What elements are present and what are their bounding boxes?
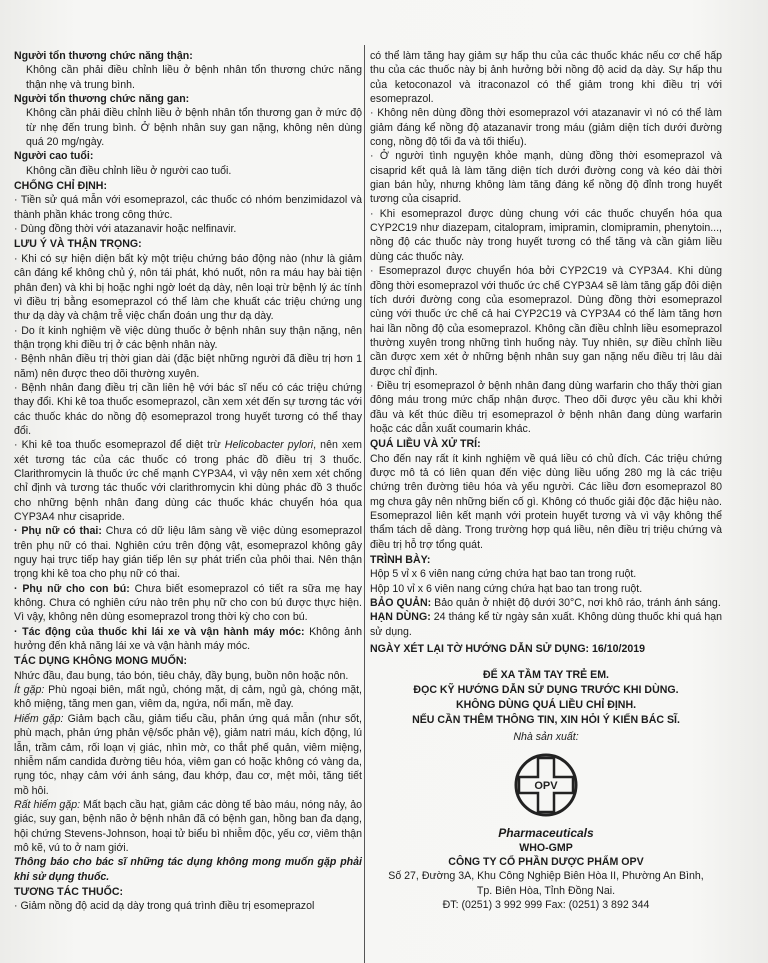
right-column bbox=[370, 49, 722, 913]
adverse-rare bbox=[14, 712, 362, 798]
interactions-heading: TƯƠNG TÁC THUỐC: bbox=[14, 885, 124, 898]
interaction-item: · Giảm nồng độ acid dạ dày trong quá trình điều trị esomeprazol bbox=[14, 900, 315, 913]
presentation-item: Hộp 5 vỉ x 6 viên nang cứng chứa hạt bao tan trong ruột. bbox=[370, 568, 637, 581]
warning-line: ĐỂ XA TẦM TAY TRẺ EM. bbox=[483, 669, 609, 682]
presentation-item: Hộp 10 vỉ x 6 viên nang cứng chứa hạt bao tan trong ruột. bbox=[370, 582, 643, 595]
adverse-effects-heading: TÁC DỤNG KHÔNG MONG MUỐN: bbox=[14, 655, 188, 668]
manufacturer-label: Nhà sản xuất: bbox=[513, 730, 579, 743]
warning-line: KHÔNG DÙNG QUÁ LIỀU CHỈ ĐỊNH. bbox=[455, 699, 637, 712]
expiry bbox=[370, 610, 722, 639]
company-name: CÔNG TY CỔ PHẦN DƯỢC PHẨM OPV bbox=[448, 856, 644, 869]
presentation-heading: TRÌNH BÀY: bbox=[370, 554, 431, 567]
driving-text: Không ảnh hưởng đến khả năng lái xe và vận hành máy móc. bbox=[14, 625, 362, 653]
adverse-uncommon bbox=[14, 683, 362, 712]
warning-line: ĐỌC KỸ HƯỚNG DẪN SỬ DỤNG TRƯỚC KHI DÙNG. bbox=[413, 684, 679, 697]
expiry-label: HẠN DÙNG: bbox=[370, 611, 431, 624]
warnings-block bbox=[370, 668, 722, 727]
brand-name: Pharmaceuticals bbox=[498, 826, 594, 841]
pregnancy-label: · Phụ nữ có thai: bbox=[14, 525, 102, 538]
renal-title: Người tổn thương chức năng thận: bbox=[14, 50, 193, 62]
overdose-text: Cho đến nay rất ít kinh nghiệm về quá liều có chủ đích. Các triệu chứng được mô tả có liên quan đến việc dùng liều uống 280 mg là các triệu chứng trên đường tiêu hóa và yếu người. Các liều đơn esomeprazol 80 mg chưa gây nên những biến cố gì. Không có thuốc giải độc đặc hiệu nào. Esomeprazol liên kết mạnh với protein huyết tương và vì vậy không thể thẩm tách dễ dàng. Trong trường hợp quá liều, nên điều trị triệu chứng và điều trị hỗ trợ tổng quát. bbox=[370, 452, 722, 551]
warning-line: NẾU CẦN THÊM THÔNG TIN, XIN HỎI Ý KIẾN BÁC SĨ. bbox=[412, 713, 680, 726]
adverse-notice: Thông báo cho bác sĩ những tác dụng không mong muốn gặp phải khi sử dụng thuốc. bbox=[14, 856, 362, 883]
adverse-uncommon-label: Ít gặp: bbox=[14, 684, 45, 697]
contraindications-heading: CHỐNG CHỈ ĐỊNH: bbox=[14, 180, 107, 193]
pregnancy-item bbox=[14, 524, 362, 581]
precautions-heading: LƯU Ý VÀ THẬN TRỌNG: bbox=[14, 238, 142, 251]
storage-label: BẢO QUẢN: bbox=[370, 597, 432, 610]
expiry-text: 24 tháng kể từ ngày sản xuất. Không dùng thuốc khi quá hạn sử dụng. bbox=[370, 611, 722, 638]
precaution-text: , nên xem xét tương tác của các thuốc có trong phác đồ điều trị 3 thuốc. Clarithromycin là thuốc ức chế mạnh CYP3A4, vì vậy nên xem xét chống chỉ định và tương tác thuốc với clarithromycin khi dùng phác đồ 3 thuốc cho những bệnh nhân đang dùng các thuốc khác chuyển hóa qua CYP3A4 như cisapride. bbox=[14, 439, 362, 523]
company-address: Số 27, Đường 3A, Khu Công Nghiệp Biên Hòa II, Phường An Bình, bbox=[388, 870, 704, 883]
adverse-rare-label: Hiếm gặp: bbox=[14, 712, 64, 725]
company-address: Tp. Biên Hòa, Tỉnh Đồng Nai. bbox=[476, 884, 616, 897]
interaction-item: · Điều trị esomeprazol ở bệnh nhân đang dùng warfarin cho thấy thời gian đông máu trong mức chấp nhận được. Theo dõi được yêu cầu khi khởi đầu và kết thúc điều trị esomeprazol ở bệnh nhân đang dùng warfarin hoặc các dẫn xuất coumarin khác. bbox=[370, 379, 722, 435]
storage-text: Bảo quản ở nhiệt độ dưới 30°C, nơi khô ráo, tránh ánh sáng. bbox=[431, 597, 721, 610]
opv-logo bbox=[370, 750, 722, 824]
elderly-text: Không cần điều chỉnh liều ở người cao tuổi. bbox=[26, 164, 232, 177]
hepatic-text: Không cần phải điều chỉnh liều ở bệnh nhân tổn thương gan ở mức độ từ nhẹ đến trung bình. Ở bệnh nhân suy gan nặng, không nên dùng quá 20 mg/ngày. bbox=[26, 107, 362, 149]
precaution-item: · Bệnh nhân đang điều trị cần liên hệ với bác sĩ nếu có các triệu chứng thay đổi. Khi kê toa thuốc esomeprazol, cần xem xét đến sự tương tác với các thuốc khác do nồng độ esomeprazol trong huyết tương có thể thay đổi. bbox=[14, 381, 362, 437]
adverse-common: Nhức đầu, đau bụng, táo bón, tiêu chảy, đầy bụng, buồn nôn hoặc nôn. bbox=[14, 669, 349, 682]
interaction-continued: có thể làm tăng hay giảm sự hấp thu của các thuốc khác nếu cơ chế hấp thu của các thuốc này bị ảnh hưởng bởi nồng độ acid dạ dày. Sự hấp thu của ketoconazol và itraconazol có thể giảm trong khi điều trị với esomeprazol. bbox=[370, 50, 722, 106]
renal-text: Không cần phải điều chỉnh liều ở bệnh nhân tổn thương chức năng thận nhẹ và trung bình. bbox=[26, 64, 362, 91]
column-divider bbox=[364, 45, 365, 963]
logo-text: OPV bbox=[534, 779, 558, 792]
overdose-heading: QUÁ LIỀU VÀ XỬ TRÍ: bbox=[370, 438, 481, 451]
precaution-item: · Khi có sự hiện diện bất kỳ một triệu chứng báo động nào (như là giảm cân đáng kể không chủ ý, nôn tái phát, khó nuốt, nôn ra máu hay bài tiện phân đen) và khi bị hoặc nghi ngờ loét dạ dày, nên loại trừ bệnh lý ác tính vì điều trị bằng esomeprazol có thể làm che khuất các triệu chứng ung thư dạ dày và chậm trễ việc chẩn đoán ung thư dạ dày. bbox=[14, 252, 362, 323]
adverse-very-rare-label: Rất hiếm gặp: bbox=[14, 798, 81, 811]
contraindication-item: · Tiền sử quá mẫn với esomeprazol, các thuốc có nhóm benzimidazol và thành phần khác trong công thức. bbox=[14, 194, 362, 221]
driving-item bbox=[14, 625, 362, 654]
review-date: NGÀY XÉT LẠI TỜ HƯỚNG DẪN SỬ DỤNG: 16/10/2019 bbox=[370, 643, 646, 656]
precaution-item: · Bệnh nhân điều trị thời gian dài (đặc biệt những người đã điều trị hơn 1 năm) nên được theo dõi thường xuyên. bbox=[14, 353, 362, 380]
driving-label: · Tác động của thuốc khi lái xe và vận hành máy móc: bbox=[14, 625, 305, 638]
interaction-item: · Ở người tình nguyện khỏe mạnh, dùng đồng thời esomeprazol và cisaprid kết quả là làm tăng diện tích dưới đường cong và kéo dài thời gian bán hủy, nhưng không làm tăng đáng kể nồng độ đỉnh trong huyết tương của cisaprid. bbox=[370, 150, 722, 206]
hepatic-title: Người tổn thương chức năng gan: bbox=[14, 93, 190, 106]
adverse-very-rare-text: Mất bạch cầu hạt, giảm các dòng tế bào máu, nóng nảy, ảo giác, suy gan, bệnh não ở bệnh nhân đã có bệnh gan, hồng ban đa dạng, hội chứng Stevens-Johnson, hoại tử biểu bì nhiễm độc, yếu cơ, viêm thận mô kẽ, vú to ở nam giới. bbox=[14, 798, 363, 854]
precaution-item: · Do ít kinh nghiệm về việc dùng thuốc ở bệnh nhân suy thận nặng, nên thận trọng khi điều trị ở các bệnh nhân này. bbox=[14, 324, 362, 351]
pregnancy-text: Chưa có dữ liệu lâm sàng về việc dùng esomeprazol trên phụ nữ có thai. Nghiên cứu trên động vật, esomeprazol không gây nguy hại trực tiếp hay gián tiếp lên sự phát triển của phôi thai. Nên thận trọng khi kê toa cho phụ nữ có thai. bbox=[14, 525, 362, 581]
interaction-item: · Esomeprazol được chuyển hóa bởi CYP2C19 và CYP3A4. Khi dùng đồng thời esomeprazol với thuốc ức chế CYP3A4 sẽ làm tăng gấp đôi diện tích dưới đường cong của esomeprazol. Dùng đồng thời esomeprazol cùng với thuốc ức chế cả hai CYP2C19 và CYP3A4 có thể làm tăng hơn hai lần nồng độ của esomeprazol. Không cần điều chỉnh liều esomeprazol thường xuyên trong những tình huống này. Tuy nhiên, sự điều chỉnh liều cần được xem xét ở những bệnh nhân suy gan nặng nếu điều trị lâu dài được chỉ định. bbox=[370, 265, 722, 378]
adverse-rare-text: Giảm bạch cầu, giảm tiểu cầu, phản ứng quá mẫn (như sốt, phù mạch, phản ứng phản vệ/sốc phản vệ), giảm natri máu, kích động, lú lẫn, trầm cảm, rối loạn vị giác, nhìn mờ, co thắt phế quản, viêm miệng, nhiễm nấm candida đường tiêu hóa, viêm gan có hoặc không có vàng da, rụng tóc, nhạy cảm với ánh sáng, đau khớp, đau cơ, mệt mỏi, tăng tiết mồ hôi. bbox=[14, 712, 362, 797]
precaution-item-hpylori bbox=[14, 438, 362, 524]
adverse-very-rare bbox=[14, 798, 362, 855]
interaction-item: · Khi esomeprazol được dùng chung với các thuốc chuyển hóa qua CYP2C19 như diazepam, citalopram, imipramin, clomipramin, phenytoin..., nồng độ các thuốc này trong huyết tương có thể tăng và cần giảm liều dùng các thuốc này. bbox=[370, 207, 722, 263]
contraindication-item: · Dùng đồng thời với atazanavir hoặc nelfinavir. bbox=[14, 223, 237, 236]
left-column bbox=[14, 49, 362, 914]
company-phone: ĐT: (0251) 3 992 999 Fax: (0251) 3 892 344 bbox=[442, 899, 650, 912]
lactation-text: Chưa biết esomeprazol có tiết ra sữa mẹ hay không. Chưa có nghiên cứu nào trên phụ nữ cho con bú được thực hiện. Vì vậy, không nên dùng esomeprazol trong thời kỳ cho con bú. bbox=[14, 582, 362, 624]
bacteria-name: Helicobacter pylori bbox=[224, 439, 314, 452]
lactation-item bbox=[14, 582, 362, 625]
elderly-title: Người cao tuổi: bbox=[14, 150, 94, 163]
opv-logo-icon bbox=[511, 750, 581, 820]
lactation-label: · Phụ nữ cho con bú: bbox=[14, 582, 130, 595]
gmp-label: WHO-GMP bbox=[519, 841, 573, 854]
precaution-text: · Khi kê toa thuốc esomeprazol để diệt trừ bbox=[14, 439, 225, 452]
storage bbox=[370, 596, 722, 610]
adverse-uncommon-text: Phù ngoại biên, mất ngủ, chóng mặt, dị cảm, ngủ gà, chóng mặt, khô miệng, tăng men gan, viêm da, ngứa, nổi mẩn, mề đay. bbox=[14, 684, 362, 711]
interaction-item: · Không nên dùng đồng thời esomeprazol với atazanavir vì nó có thể làm giảm đáng kể nồng độ atazanavir trong máu (giảm diện tích dưới đường cong, nồng độ tối đa và tối thiểu). bbox=[370, 107, 722, 149]
